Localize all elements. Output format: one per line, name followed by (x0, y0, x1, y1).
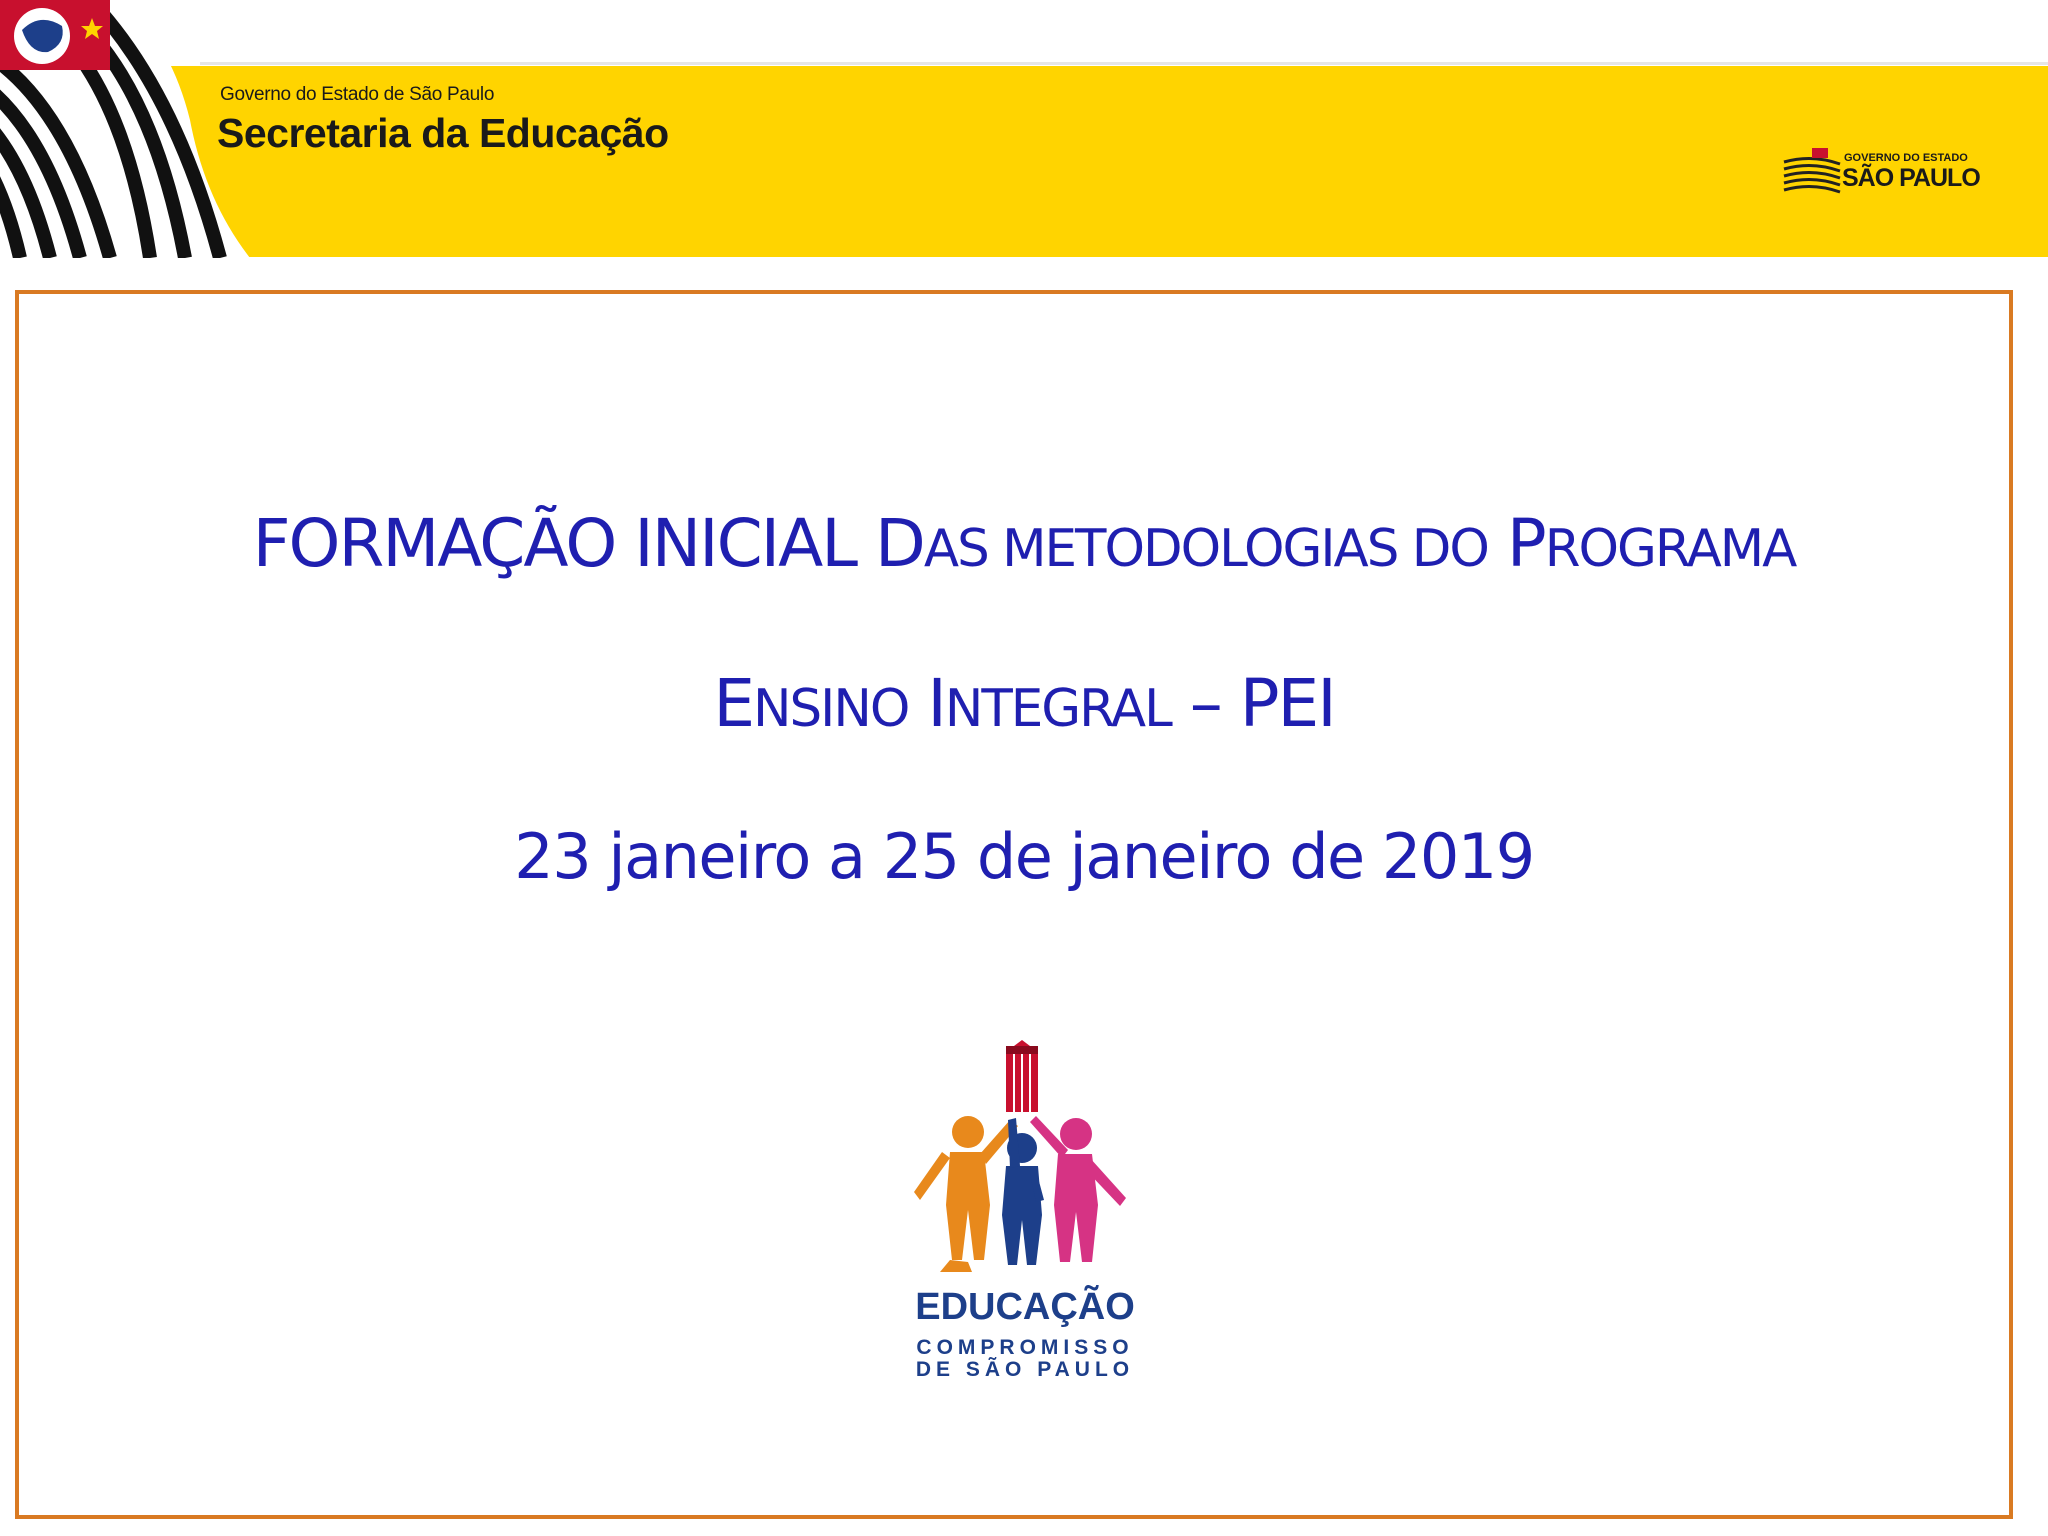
logo-word: EDUCAÇÃO (915, 1286, 1135, 1328)
title-line1-sc-end: ROGRAMA (1544, 519, 1796, 579)
header (0, 0, 2048, 258)
title-line1-prefix: FORMAÇÃO INICIAL (252, 505, 876, 582)
title-line2-suffix: – PEI (1189, 665, 1335, 742)
logo-small-text: GOVERNO DO ESTADO (1844, 152, 1968, 164)
governo-sao-paulo-logo (1782, 142, 1982, 198)
title-line2-i: I (927, 665, 945, 742)
title-line2-e: E (713, 665, 754, 742)
header-top-line (200, 62, 2048, 65)
title-line1-sc-start: D (875, 505, 924, 582)
title-line1-smallcaps: AS METODOLOGIAS DO (923, 519, 1488, 579)
title-line1-cap: P (1506, 505, 1545, 582)
educacao-logo (880, 1040, 1170, 1390)
secretariat-title: Secretaria da Educação (217, 110, 669, 156)
title-line-1 (0, 505, 2048, 582)
logo-sub-line-1: COMPROMISSO (916, 1336, 1134, 1359)
logo-big-text: SÃO PAULO (1842, 164, 1980, 192)
title-line2-ntegral: NTEGRAL (944, 679, 1171, 739)
title-line-2 (0, 665, 2048, 742)
people-holding-pencil-icon (880, 1040, 1170, 1290)
title-line2-nsino: NSINO (753, 679, 909, 739)
logo-sub-line-2: DE SÃO PAULO (915, 1358, 1135, 1381)
government-line: Governo do Estado de São Paulo (220, 84, 495, 105)
date-line: 23 janeiro a 25 de janeiro de 2019 (514, 820, 1534, 893)
sp-stripes-icon (1782, 144, 1842, 194)
